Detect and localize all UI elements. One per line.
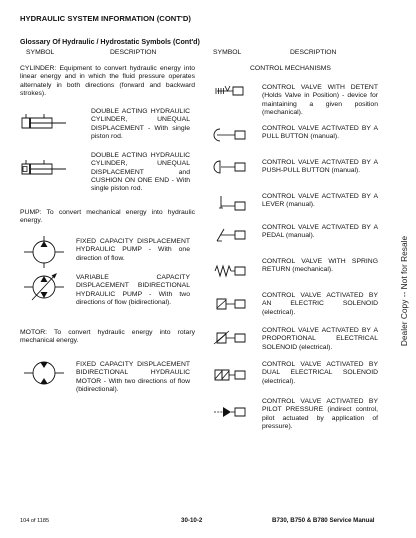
- push-pull-button-icon: [213, 160, 247, 174]
- cylinder-single-rod-icon: [18, 114, 70, 132]
- pull-button-icon: [213, 128, 247, 142]
- right-symbol-header: SYMBOL: [213, 49, 242, 56]
- page-number: 30-10-2: [181, 517, 203, 524]
- fixed-pump-description: FIXED CAPACITY DISPLACEMENT HYDRAULIC PUMP - With one direction of flow.: [76, 238, 190, 262]
- fixed-pump-icon: [24, 236, 64, 268]
- bidirectional-motor-icon: [24, 356, 64, 390]
- pull-button-description: CONTROL VALVE ACTIVATED BY A PULL BUTTON (manual).: [262, 125, 378, 141]
- section-subtitle: Glossary Of Hydraulic / Hydrostatic Symbols (Cont'd): [20, 38, 200, 46]
- push-pull-button-description: CONTROL VALVE ACTIVATED BY A PUSH-PULL BUTTON (manual).: [262, 159, 378, 175]
- lever-icon: [213, 194, 247, 214]
- electric-solenoid-description: CONTROL VALVE ACTIVATED BY AN ELECTRIC SOLENOID (electrical).: [262, 292, 378, 316]
- variable-pump-description: VARIABLE CAPACITY DISPLACEMENT BIDIRECTIONAL HYDRAULIC PUMP - With two directions of flow (bidirectional).: [76, 274, 190, 306]
- proportional-solenoid-icon: [213, 330, 247, 346]
- pump-intro: PUMP: To convert mechanical energy into hydraulic energy.: [20, 209, 195, 225]
- cylinder-cushion-icon: [18, 160, 70, 178]
- spring-return-description: CONTROL VALVE WITH SPRING RETURN (mechanical).: [262, 258, 378, 274]
- control-mechanisms-heading: CONTROL MECHANISMS: [250, 65, 331, 72]
- dual-solenoid-description: CONTROL VALVE ACTIVATED BY DUAL ELECTRICAL SOLENOID (electrical).: [262, 361, 378, 385]
- proportional-solenoid-description: CONTROL VALVE ACTIVATED BY A PROPORTIONAL ELECTRICAL SOLENOID (electrical).: [262, 327, 378, 351]
- lever-description: CONTROL VALVE ACTIVATED BY A LEVER (manual).: [262, 193, 378, 209]
- motor-description: FIXED CAPACITY DISPLACEMENT BIDIRECTIONAL HYDRAULIC MOTOR - With two directions of flow (bidirectional).: [76, 361, 190, 393]
- right-description-header: DESCRIPTION: [290, 49, 337, 56]
- pedal-description: CONTROL VALVE ACTIVATED BY A PEDAL (manual).: [262, 224, 378, 240]
- cylinder-intro: CYLINDER: Equipment to convert hydraulic energy into linear energy and in which the fluid pressure operates alternately in both directions (forward and backward strokes).: [20, 65, 195, 97]
- electric-solenoid-icon: [213, 297, 247, 311]
- pedal-icon: [213, 227, 247, 243]
- spring-return-icon: [213, 264, 247, 278]
- page-title: HYDRAULIC SYSTEM INFORMATION (CONT'D): [20, 14, 191, 23]
- variable-pump-icon: [24, 270, 64, 304]
- left-symbol-header: SYMBOL: [26, 49, 55, 56]
- detent-description: CONTROL VALVE WITH DETENT (Holds Valve in Position) - device for maintaining a given position (mechanical).: [262, 84, 378, 116]
- dealer-copy-watermark: Dealer Copy -- Not for Resale: [399, 235, 409, 347]
- motor-intro: MOTOR: To convert hydraulic energy into rotary mechanical energy.: [20, 329, 195, 345]
- page-count: 104 of 1185: [20, 518, 50, 524]
- left-description-header: DESCRIPTION: [110, 49, 157, 56]
- pilot-pressure-icon: [213, 405, 247, 419]
- cylinder-single-rod-description: DOUBLE ACTING HYDRAULIC CYLINDER, UNEQUAL DISPLACEMENT - With single piston rod.: [91, 108, 190, 140]
- pilot-pressure-description: CONTROL VALVE ACTIVATED BY PILOT PRESSURE (indirect control, pilot actuated by application of pressure).: [262, 398, 378, 430]
- cylinder-cushion-description: DOUBLE ACTING HYDRAULIC CYLINDER, UNEQUAL DISPLACEMENT and CUSHION ON ONE END - With single piston rod.: [91, 152, 190, 193]
- detent-icon: [213, 85, 247, 97]
- manual-title: B730, B750 & B780 Service Manual: [272, 517, 375, 524]
- dual-solenoid-icon: [213, 368, 247, 382]
